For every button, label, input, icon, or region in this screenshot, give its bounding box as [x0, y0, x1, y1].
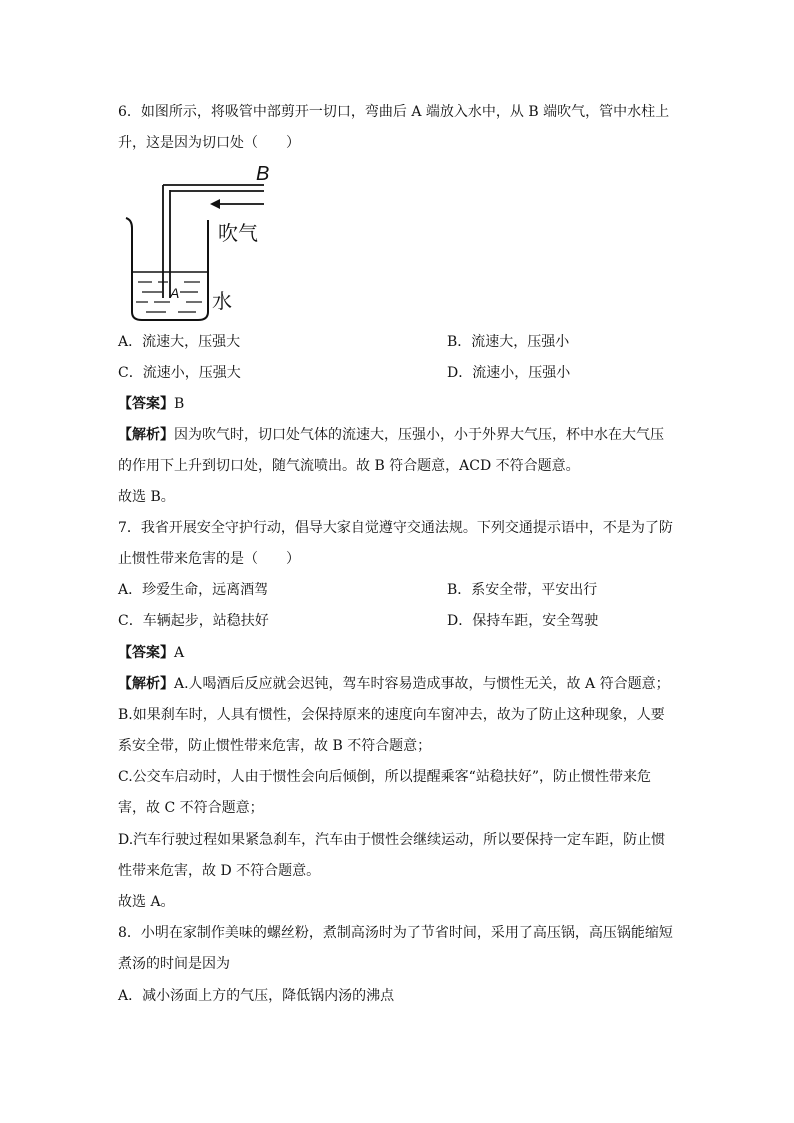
q7-stem-line2: 止惯性带来危害的是（ ） — [118, 551, 300, 567]
label-b: B — [256, 163, 270, 185]
q7-option-d: D．保持车距，安全驾驶 — [447, 613, 599, 629]
analysis-tag: 【解析】 — [118, 427, 174, 443]
q7-conclusion: 故选 A。 — [118, 894, 175, 910]
q6-option-b: B．流速大，压强小 — [447, 334, 570, 350]
q6-stem-line2: 升，这是因为切口处（ ） — [118, 135, 300, 151]
q6-option-d: D．流速小，压强小 — [447, 365, 571, 381]
q7-option-a: A．珍爱生命，远离酒驾 — [118, 582, 269, 598]
q6-option-a: A．流速大，压强大 — [118, 334, 241, 350]
q7-analysis-line6: D.汽车行驶过程如果紧急刹车，汽车由于惯性会继续运动，所以要保持一定车距，防止惯 — [118, 832, 666, 848]
q8-stem-line2: 煮汤的时间是因为 — [118, 956, 230, 972]
analysis-text: 因为吹气时，切口处气体的流速大，压强小，小于外界大气压，杯中水在大气压 — [174, 427, 664, 443]
q7-analysis-line2: B.如果刹车时，人具有惯性，会保持原来的速度向车窗冲去，故为了防止这种现象，人要 — [118, 707, 665, 723]
q8-option-a: A．减小汤面上方的气压，降低锅内汤的沸点 — [118, 988, 395, 1004]
q6-option-c: C．流速小，压强大 — [118, 365, 241, 381]
q7-stem-line1: 7．我省开展安全守护行动，倡导大家自觉遵守交通法规。下列交通提示语中，不是为了防 — [118, 520, 673, 536]
answer-value: B — [174, 396, 185, 412]
label-blow: 吹气 — [218, 221, 258, 245]
label-water: 水 — [212, 289, 232, 313]
q6-answer — [118, 394, 184, 414]
q7-analysis-line4: C.公交车启动时，人由于惯性会向后倾倒，所以提醒乘客“站稳扶好”，防止惯性带来危 — [118, 769, 651, 785]
blow-arrow-head — [210, 199, 220, 209]
analysis-text: A.人喝酒后反应就会迟钝，驾车时容易造成事故，与惯性无关，故 A 符合题意； — [174, 676, 670, 692]
analysis-tag: 【解析】 — [118, 676, 174, 692]
q6-analysis-line1 — [118, 425, 664, 445]
answer-value: A — [174, 645, 185, 661]
answer-tag: 【答案】 — [118, 396, 174, 412]
q6-analysis-line2: 的作用下上升到切口处，随气流喷出。故 B 符合题意，ACD 不符合题意。 — [118, 458, 580, 474]
q7-analysis-line5: 害，故 C 不符合题意； — [118, 800, 264, 816]
q7-analysis-line1 — [118, 674, 670, 694]
q7-answer — [118, 643, 184, 663]
beaker-outline — [126, 218, 208, 320]
q7-option-b: B．系安全带，平安出行 — [447, 582, 598, 598]
q7-option-c: C．车辆起步，站稳扶好 — [118, 613, 269, 629]
q8-stem-line1: 8．小明在家制作美味的螺丝粉，煮制高汤时为了节省时间，采用了高压锅，高压锅能缩短 — [118, 925, 673, 941]
q7-analysis-line7: 性带来危害，故 D 不符合题意。 — [118, 863, 321, 879]
label-a: A — [170, 285, 180, 301]
q6-stem-line1: 6．如图所示，将吸管中部剪开一切口，弯曲后 A 端放入水中，从 B 端吹气，管中水柱上 — [118, 104, 670, 120]
q6-conclusion: 故选 B。 — [118, 489, 175, 505]
q6-straw-beaker-figure — [118, 160, 288, 330]
answer-tag: 【答案】 — [118, 645, 174, 661]
q7-analysis-line3: 系安全带，防止惯性带来危害，故 B 不符合题意； — [118, 738, 432, 754]
water-waves — [136, 282, 202, 312]
